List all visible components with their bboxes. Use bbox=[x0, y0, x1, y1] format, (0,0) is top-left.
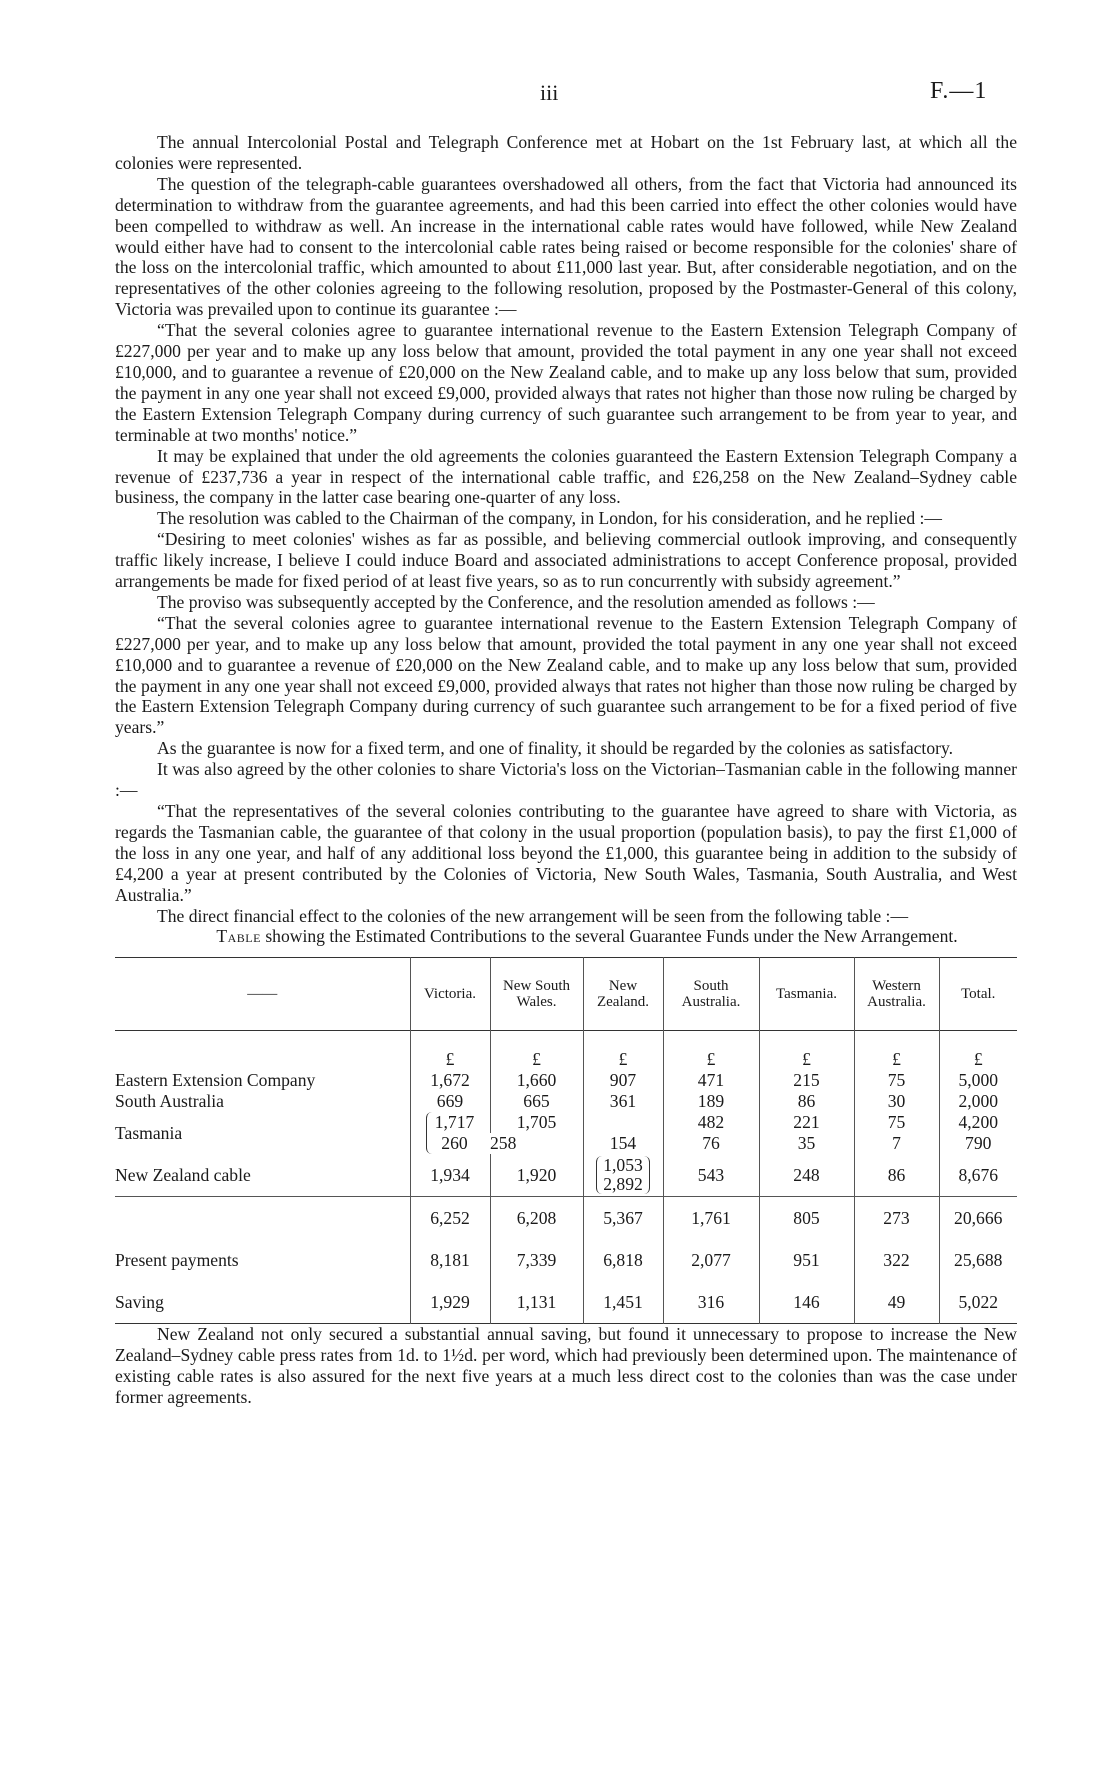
table-cell: 1,717 bbox=[434, 1112, 475, 1133]
table-cell: 260 bbox=[441, 1133, 468, 1154]
currency-symbol: £ bbox=[663, 1049, 759, 1070]
table-cell: 4,200 bbox=[939, 1112, 1017, 1133]
table-cell: 1,705 bbox=[490, 1112, 583, 1133]
table-cell: 8,676 bbox=[939, 1154, 1017, 1197]
currency-symbol: £ bbox=[410, 1049, 490, 1070]
table-cell: 25,688 bbox=[939, 1239, 1017, 1281]
table-cell: 361 bbox=[583, 1091, 663, 1112]
table-cell: 1,934 bbox=[410, 1154, 490, 1197]
closing-paragraph: New Zealand not only secured a substantial annual saving, but found it unnecessary to propose to increase the New Zealand–Sydney cable press rates from 1d. to 1½d. per word, which had previously been determined upon. The maintenance of existing cable rates is also assured for the next five years at a much less direct cost to the colonies than was the case under former agreements. bbox=[115, 1324, 1017, 1408]
table-row bbox=[115, 1112, 1017, 1133]
table-cell: 482 bbox=[663, 1112, 759, 1133]
table-cell: 322 bbox=[854, 1239, 939, 1281]
currency-symbol: £ bbox=[854, 1049, 939, 1070]
table-cell: 1,053 bbox=[603, 1154, 643, 1175]
table-cell: 258 bbox=[490, 1133, 517, 1154]
table-cell: 907 bbox=[583, 1070, 663, 1091]
table-cell: 665 bbox=[490, 1091, 583, 1112]
row-label: South Australia bbox=[115, 1091, 224, 1112]
table-cell: 1,672 bbox=[410, 1070, 490, 1091]
table-cell: 76 bbox=[663, 1133, 759, 1154]
table-cell: 5,000 bbox=[939, 1070, 1017, 1091]
table-row bbox=[115, 1239, 1017, 1281]
currency-symbol: £ bbox=[759, 1049, 854, 1070]
table-cell: 35 bbox=[759, 1133, 854, 1154]
quoted-resolution: “That the several colonies agree to guarantee international revenue to the Eastern Extension Telegraph Company of £227,000 per year and to make up any loss below that amount, provided the total payment in any one year shall not exceed £10,000, and to guarantee a revenue of £20,000 on the New Zealand cable, and to make up any loss below that sum, provided the payment in any one year shall not exceed £9,000, provided always that rates not higher than those now ruling be charged by the Eastern Extension Telegraph Company during currency of such guarantee such arrangement to be from year to year, and terminable at two months' notice.” bbox=[115, 320, 1017, 445]
paragraph: The direct financial effect to the colonies of the new arrangement will be seen from the following table :— bbox=[157, 905, 909, 926]
paragraph: The resolution was cabled to the Chairman of the company, in London, for his consideration, and he replied :— bbox=[157, 508, 942, 529]
quoted-amended-resolution: “That the several colonies agree to guarantee international revenue to the Eastern Extension Telegraph Company of £227,000 per year, and to make up any loss below that amount, provided the total payment in any one year shall not exceed £10,000 and to guarantee a revenue of £20,000 on the New Zealand cable, and to make up any loss below that sum, provided the payment in any one year shall not exceed £9,000, provided always that rates not higher than those now ruling be charged by the Eastern Extension Telegraph Company during currency of such guarantee such arrangement to be for a fixed period of five years.” bbox=[115, 612, 1017, 738]
table-cell: 86 bbox=[759, 1091, 854, 1112]
table-cell: 805 bbox=[759, 1197, 854, 1240]
table-cell: 316 bbox=[663, 1281, 759, 1324]
paragraph: The annual Intercolonial Postal and Telegraph Conference met at Hobart on the 1st February last, at which all the colonies were represented. bbox=[115, 132, 1017, 173]
currency-symbol: £ bbox=[490, 1049, 583, 1070]
quoted-agreement: “That the representatives of the several colonies contributing to the guarantee have agreed to share with Victoria, as regards the Tasmanian cable, the guarantee of that colony in the usual proportion (population basis), to pay the first £1,000 of the loss in any one year, and half of any additional loss beyond the £1,000, this guarantee being in addition to the subsidy of £4,200 a year at present contributed by the Colonies of Victoria, New South Wales, Tasmania, South Australia, and West Australia.” bbox=[115, 801, 1017, 905]
bracketed-values bbox=[596, 1156, 650, 1194]
table-cell: 543 bbox=[663, 1154, 759, 1197]
table-cell: 273 bbox=[854, 1197, 939, 1240]
table-cell: 471 bbox=[663, 1070, 759, 1091]
table-header: —— bbox=[247, 986, 278, 1003]
table-cell: 2,077 bbox=[663, 1239, 759, 1281]
table-subtotal-row bbox=[115, 1197, 1017, 1240]
document-reference: F.—1 bbox=[930, 78, 988, 104]
table-cell: 1,451 bbox=[583, 1281, 663, 1324]
paragraph: It was also agreed by the other colonies to share Victoria's loss on the Victorian–Tasmanian cable in the following manner :— bbox=[115, 759, 1017, 801]
table-cell bbox=[583, 1112, 663, 1133]
paragraph: As the guarantee is now for a fixed term, and one of finality, it should be regarded by the colonies as satisfactory. bbox=[157, 738, 954, 759]
table-header-row bbox=[115, 958, 1017, 1031]
body-text bbox=[115, 132, 1017, 1408]
table-caption bbox=[115, 926, 1017, 947]
table-cell bbox=[583, 1154, 663, 1197]
table-cell: 2,892 bbox=[603, 1173, 643, 1194]
table-cell: 1,929 bbox=[410, 1281, 490, 1324]
table-row bbox=[115, 1281, 1017, 1324]
table-cell: 154 bbox=[583, 1133, 663, 1154]
table-cell: 669 bbox=[410, 1091, 490, 1112]
table-caption-label: Table bbox=[216, 926, 261, 947]
row-label: Present payments bbox=[115, 1249, 239, 1270]
table-header: Tasmania. bbox=[759, 958, 854, 1031]
table-cell: 1,920 bbox=[490, 1154, 583, 1197]
table-cell: 75 bbox=[854, 1070, 939, 1091]
table-cell: 215 bbox=[759, 1070, 854, 1091]
currency-symbol: £ bbox=[939, 1049, 1017, 1070]
table-cell: 189 bbox=[663, 1091, 759, 1112]
table-cell: 951 bbox=[759, 1239, 854, 1281]
row-label: New Zealand cable bbox=[115, 1164, 251, 1185]
table-cell: 1,131 bbox=[490, 1281, 583, 1324]
table-cell: 2,000 bbox=[939, 1091, 1017, 1112]
currency-symbol: £ bbox=[583, 1049, 663, 1070]
table-cell: 86 bbox=[854, 1154, 939, 1197]
table-cell: 790 bbox=[939, 1133, 1017, 1154]
table-cell: 7,339 bbox=[490, 1239, 583, 1281]
table-row bbox=[115, 1091, 1017, 1112]
table-cell: 75 bbox=[854, 1112, 939, 1133]
table-spacer-row bbox=[115, 1031, 1017, 1050]
table-cell: 221 bbox=[759, 1112, 854, 1133]
quoted-reply: “Desiring to meet colonies' wishes as far as possible, and believing commercial outlook improving, and consequently traffic likely increase, I believe I could induce Board and associated administrations to accept Conference proposal, provided arrangements be made for fixed period of at least five years, so as to run concurrently with subsidy agreement.” bbox=[115, 529, 1017, 592]
table-cell: 146 bbox=[759, 1281, 854, 1324]
row-label: Saving bbox=[115, 1291, 164, 1312]
row-label: Tasmania bbox=[115, 1122, 183, 1143]
table-cell: 5,367 bbox=[583, 1197, 663, 1240]
paragraph: The proviso was subsequently accepted by the Conference, and the resolution amended as follows :— bbox=[157, 591, 875, 612]
bracketed-values bbox=[426, 1112, 475, 1154]
page-number: iii bbox=[540, 80, 559, 105]
table-header: Total. bbox=[939, 958, 1017, 1031]
table-caption-text: showing the Estimated Contributions to the several Guarantee Funds under the New Arrangement. bbox=[265, 926, 958, 947]
table-header: New Zealand. bbox=[583, 958, 663, 1031]
paragraph: The question of the telegraph-cable guarantees overshadowed all others, from the fact that Victoria had announced its determination to withdraw from the guarantee agreements, and had this been carried into effect the other colonies would have been compelled to withdraw as well. An increase in the international cable rates would have followed, while New Zealand would either have had to consent to the intercolonial cable rates being raised or become responsible for the colonies' share of the loss on the intercolonial traffic, which amounted to about £11,000 last year. But, after considerable negotiation, and on the representatives of the other colonies agreeing to the following resolution, proposed by the Postmaster-General of this colony, Victoria was prevailed upon to continue its guarantee :— bbox=[115, 173, 1017, 320]
table-cell: 5,022 bbox=[939, 1281, 1017, 1324]
table-row bbox=[115, 1154, 1017, 1197]
table-header: South Australia. bbox=[663, 958, 759, 1031]
table-cell: 8,181 bbox=[410, 1239, 490, 1281]
table-currency-row bbox=[115, 1049, 1017, 1070]
table-header: Victoria. bbox=[410, 958, 490, 1031]
table-header: New South Wales. bbox=[490, 958, 583, 1031]
table-cell: 6,208 bbox=[490, 1197, 583, 1240]
table-cell: 6,252 bbox=[410, 1197, 490, 1240]
table-cell: 20,666 bbox=[939, 1197, 1017, 1240]
paragraph: It may be explained that under the old agreements the colonies guaranteed the Eastern Extension Telegraph Company a revenue of £237,736 a year in respect of the international cable traffic, and £26,258 on the New Zealand–Sydney cable business, the company in the latter case bearing one-quarter of any loss. bbox=[115, 445, 1017, 508]
table-header: Western Australia. bbox=[854, 958, 939, 1031]
table-row bbox=[115, 1070, 1017, 1091]
table-cell: 248 bbox=[759, 1154, 854, 1197]
table-cell: 6,818 bbox=[583, 1239, 663, 1281]
contributions-table bbox=[115, 957, 1017, 1324]
table-cell: 49 bbox=[854, 1281, 939, 1324]
table-cell: 1,660 bbox=[490, 1070, 583, 1091]
table-cell: 7 bbox=[854, 1133, 939, 1154]
table-cell: 1,761 bbox=[663, 1197, 759, 1240]
row-label: Eastern Extension Company bbox=[115, 1070, 316, 1091]
table-cell bbox=[410, 1112, 490, 1154]
table-cell: 30 bbox=[854, 1091, 939, 1112]
